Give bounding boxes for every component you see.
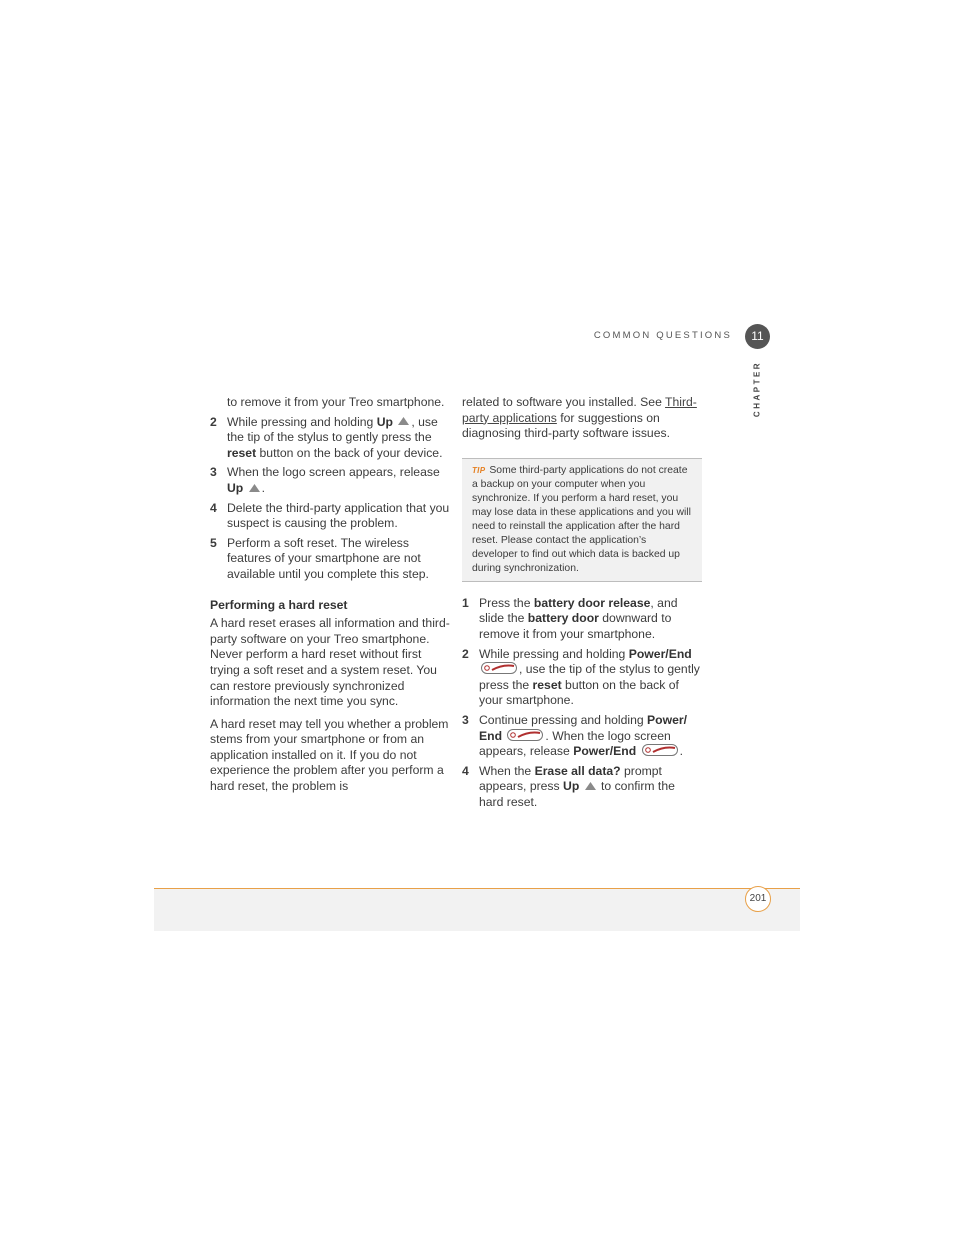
step-number: 2 [210,414,217,429]
key-name: Up [376,414,393,429]
step-number: 5 [210,535,217,550]
step-number: 1 [462,595,469,610]
right-column [462,395,702,811]
step-text: While pressing and holding [479,646,629,661]
body-text: for suggestions on diagnosing third-party software issues. [462,410,670,441]
section-heading: Performing a hard reset [210,597,348,612]
prompt-name: Erase all data? [534,763,621,778]
step-text: button on the back of your device. [256,445,443,460]
power-end-key-icon [481,662,517,674]
continued-text [462,395,702,442]
page-number: 201 [745,886,771,912]
list-item [210,536,450,583]
step-text: , and slide the [479,595,678,626]
up-arrow-icon [398,417,409,425]
left-column [210,395,450,795]
list-item [462,596,702,643]
part-name: battery door release [533,595,651,610]
step-text: button on the back of your smartphone. [479,677,679,708]
step-number: 4 [210,500,217,515]
key-name: Power/End [573,744,637,759]
step-text: . [679,744,683,759]
up-arrow-icon [585,782,596,790]
step-text: When the [479,763,535,778]
tip-text: Some third-party applications do not create a backup on your computer when you synchronize. If you perform a hard reset, you may lose data in these applications and you will need to reinstall the application after the hard reset. Please contact the application’s developer to find out which data is backed up during synchronization. [472,464,691,574]
step-number: 3 [462,712,469,727]
power-end-key-icon [507,729,543,741]
step-text: Perform a soft reset. The wireless features of your smartphone are not available until you complete this step. [227,535,429,581]
button-name: reset [227,445,257,460]
step-number: 2 [462,646,469,661]
step-text: to confirm the hard reset. [479,779,675,809]
step-text: , use the tip of the stylus to gently press the [479,662,700,692]
button-name: reset [532,677,562,692]
step-number: 3 [210,465,217,480]
key-name: Power/ End [479,712,688,743]
step-text: , use the tip of the stylus to gently press the [227,414,438,445]
chapter-label-text: CHAPTER [752,360,762,418]
step-number: 4 [462,763,469,778]
tip-box [462,458,702,582]
footer-band [154,888,800,931]
step-text: Continue pressing and holding [479,712,648,727]
power-end-key-icon [642,744,678,756]
list-item [210,501,450,532]
key-name: Up [227,480,244,495]
body-text: related to software you installed. See [462,395,666,409]
step-text: Press the [479,595,534,610]
step-text: downward to remove it from your smartphone. [479,611,672,641]
list-item [462,713,702,760]
running-header: COMMON QUESTIONS [593,330,732,341]
key-name: Up [563,779,580,794]
chapter-number-badge: 11 [745,324,770,349]
tip-label: TIP [472,465,486,475]
body-paragraph: A hard reset erases all information and third-party software on your Treo smartphone. Never perform a hard reset without first trying a soft reset and a system reset. You can restore previously synchronized information the next time you sync. [210,616,450,709]
part-name: battery door [527,611,599,626]
step-text: prompt appears, press [479,763,662,794]
step-text: While pressing and holding [227,414,377,429]
key-name: Power/End [628,646,692,661]
body-paragraph: A hard reset may tell you whether a problem stems from your smartphone or from an application installed on it. If you do not experience the problem after you perform a hard reset, the problem is [210,716,449,794]
up-arrow-icon [249,484,260,492]
third-party-applications-link[interactable]: Third-party applications [462,395,697,425]
list-item [210,415,450,462]
step-text: . When the logo screen appears, release [479,728,671,759]
step-text: . [261,480,266,495]
list-item [462,764,702,811]
step-text: When the logo screen appears, release [227,465,440,480]
chapter-side-label [744,362,770,416]
list-item [462,647,702,709]
list-item [210,465,450,496]
step-text: Delete the third-party application that you suspect is causing the problem. [227,500,450,531]
continued-text: to remove it from your Treo smartphone. [227,395,445,409]
